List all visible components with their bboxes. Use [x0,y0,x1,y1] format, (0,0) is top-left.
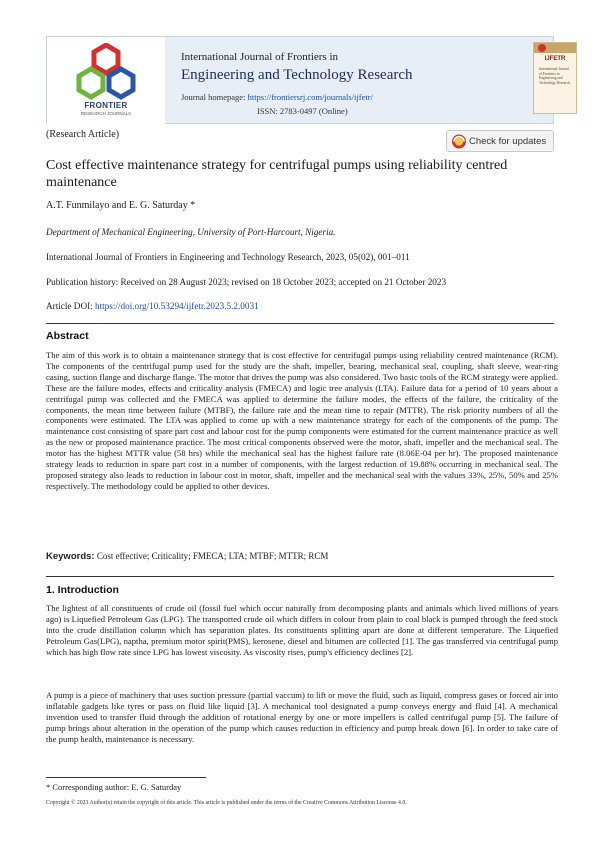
footnote-divider [46,777,206,778]
divider [46,576,554,577]
article-authors: A.T. Funmilayo and E. G. Saturday * [46,200,196,211]
corresponding-author-footnote: * Corresponding author: E. G. Saturday [46,782,182,792]
frontier-logo-icon [74,43,138,101]
cover-logo-icon [538,44,546,52]
check-for-updates-button[interactable] [446,130,554,152]
doi-label: Article DOI: [46,301,93,311]
journal-homepage [181,92,373,102]
check-updates-icon [451,134,467,149]
copyright-notice: Copyright © 2023 Author(s) retain the copyright of this article. This article is published under the terms of the Creative Commons Attribution Liscense 4.0. [46,800,407,806]
cover-text: International Journal of Frontiers in Engineering and Technology Research [539,67,570,85]
introduction-heading: 1. Introduction [46,584,119,596]
article-title: Cost effective maintenance strategy for centrifugal pumps using reliability centred maintenance [46,158,508,190]
journal-cover-thumbnail [533,42,577,114]
publisher-logo [47,37,165,125]
logo-subtitle: RESEARCH JOURNALS [80,111,132,116]
cover-title: IJFETR [544,56,566,62]
check-updates-label: Check for updates [469,136,547,147]
doi-link[interactable]: https://doi.org/10.53294/ijfetr.2023.5.2.0031 [94,301,259,311]
article-citation: International Journal of Frontiers in Engineering and Technology Research, 2023, 05(02), 001–011 [46,252,410,262]
publication-history: Publication history: Received on 28 August 2023; revised on 18 October 2023; accepted on 21 October 2023 [46,277,447,287]
introduction-paragraph-1: The lightest of all constituents of crude oil (fossil fuel which occur naturally from decomposing plants and animals which lived millions of years ago) is Liquefied Petroleum Gas (LPG). The transported crude oil which differs in colour from plain to coal black is pumped through the feed stock into the crude distillation column which has separation plates. Its constituents splitting apart are done at different temperature. The Liquefied Petroleum Gas(LPG), naptha, premium motor spirit(PMS), kerosene, diesel and bitumen are collected [1]. The gas transferred via centrifugal pump which has high flow rate since LPG has lowest viscosity. As viscosity rises, pump's efficiency declines [2]. [46,603,558,657]
abstract-text: The aim of this work is to obtain a maintenance strategy that is cost effective for centrifugal pumps using reliability centred maintenance (RCM). The components of the centrifugal pump used for the study are the shaft, impeller, bearing, mechanical seal, coupling, shaft sleeve, wear-ring casing, suction flange and discharge flange. The motor that drives the pump was also considered. Two basic tools of the RCM strategy were applied. These are the failure modes, effects and criticality analysis (FMECA) and logic tree analysis (LTA). Failure data for a period of 10 years about a centrifugal pump was collected and the FMECA was applied to determine the failure modes, the effects of the failure, the criticality of the components, the mean time between failure (MTBF), the failure rate and the mean time to repair (MTTR). The risk priority numbers of all the components were estimated. The LTA was applied to come up with a new maintenance strategy for each of the components of the pump. The maintenance cost consisting of spare part cost and labour cost for the pump components were estimated for the current maintenance practice as well as the new or proposed maintenance practice. The most critical components observed were the motor, shaft, impeller and the mechanical seal. The motor has the highest MTTR value (58 hrs) while the mechanical seal has the highest failure rate (8.06E-04 per hr). The proposed maintenance strategy leads to reduction in spare part cost in a number of components, with the largest reduction of 19.88% occurring in mechanical seal. The proposed strategy also leads to reduction in labour cost in motor, shaft, impeller and the mechanical seal with the values 33%, 25%, 50% and 25% respectively. The methodology could be applied to other devices. [46,350,558,491]
journal-masthead [46,36,570,124]
journal-issn: ISSN: 2783-0497 (Online) [257,106,348,116]
keywords-text: Cost effective; Criticality; FMECA; LTA; MTBF; MTTR; RCM [96,551,329,561]
article-doi [46,301,259,311]
keywords-label: Keywords: [46,551,95,562]
introduction-paragraph-2: A pump is a piece of machinery that uses suction pressure (partial vaccum) to lift or move the fluid, such as liquid, compress gases or forced air into inflatable gadgets like tyres or pass on fluid like liquid [3]. A mechanical tool designated a pump conveys energy and fluid [4]. A mechanical invention used to transfer fluid through the addition of rotational energy by one or more impellers is called centrifugal pump [5]. The failure of pump brings about alteration in the operation of the pump which causes reduction in efficiency and pump break down [6]. In order to take care of the pump health, maintenance is necessary. [46,690,558,744]
homepage-label: Journal homepage: [181,92,246,102]
author-affiliation: Department of Mechanical Engineering, University of Port-Harcourt, Nigeria. [46,227,336,237]
journal-name: Engineering and Technology Research [181,67,413,83]
article-type: (Research Article) [46,129,120,140]
journal-name-prefix: International Journal of Frontiers in [181,51,339,63]
homepage-link[interactable]: https://frontiersrj.com/journals/ijfetr/ [247,92,373,102]
logo-wordmark: FRONTIER [84,101,128,110]
divider [46,323,554,324]
keywords [46,551,328,562]
abstract-heading: Abstract [46,330,89,342]
